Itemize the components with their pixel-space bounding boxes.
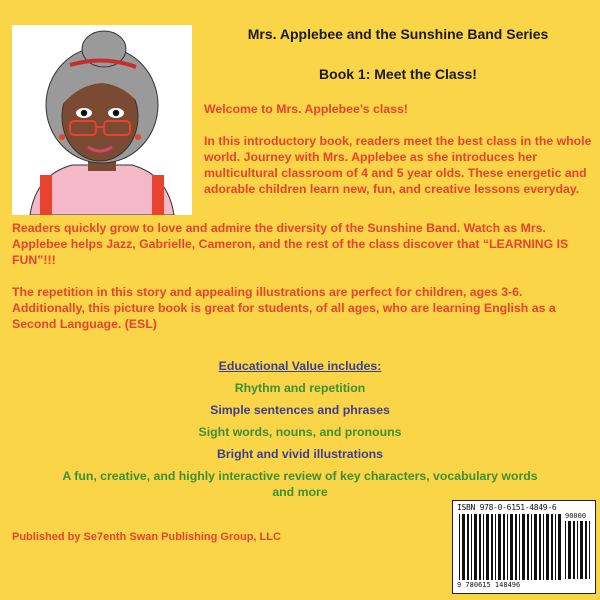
educational-value-heading: Educational Value includes: [218,359,382,373]
edu-item: Simple sentences and phrases [210,403,390,417]
welcome-text: Welcome to Mrs. Applebee’s class! [204,102,408,116]
readers-paragraph: Readers quickly grow to love and admire the diversity of the Sunshine Band. Watch as Mrs. Applebee helps Jazz, Gabrielle, Cameron, and the rest of the class discover that “LEARNING IS FUN”!!! [12,221,569,267]
series-title: Mrs. Applebee and the Sunshine Band Series [247,26,549,42]
barcode-number: 9 780615 148496 [457,581,521,589]
repetition-paragraph: The repetition in this story and appealing illustrations are perfect for children, ages 3-6. Additionally, this picture book is great for students, of all ages, who are learning English as a Second Language. (ESL) [12,285,556,331]
publisher-credit: Published by Se7enth Swan Publishing Group, LLC [12,531,281,543]
mrs-applebee-illustration [12,25,192,215]
edu-item: Rhythm and repetition [234,381,366,395]
barcode-bars-icon [459,514,563,580]
barcode-ext-number: 90000 [565,512,587,520]
edu-item: A fun, creative, and highly interactive review of key characters, vocabulary words and more [62,469,538,499]
isbn-label: ISBN 978-0-6151-4849-6 [457,503,557,512]
barcode-ext-bars-icon [565,521,591,579]
educational-value-section [60,358,540,506]
isbn-barcode [452,500,596,594]
edu-item: Sight words, nouns, and pronouns [198,425,402,439]
book-title: Book 1: Meet the Class! [319,66,477,82]
edu-item: Bright and vivid illustrations [216,447,384,461]
intro-paragraph: In this introductory book, readers meet the best class in the whole world. Journey with Mrs. Applebee as she introduces her multicultural classroom of 4 and 5 year olds. These energetic and adorable children learn new, fun, and creative lessons everyday. [204,134,592,196]
